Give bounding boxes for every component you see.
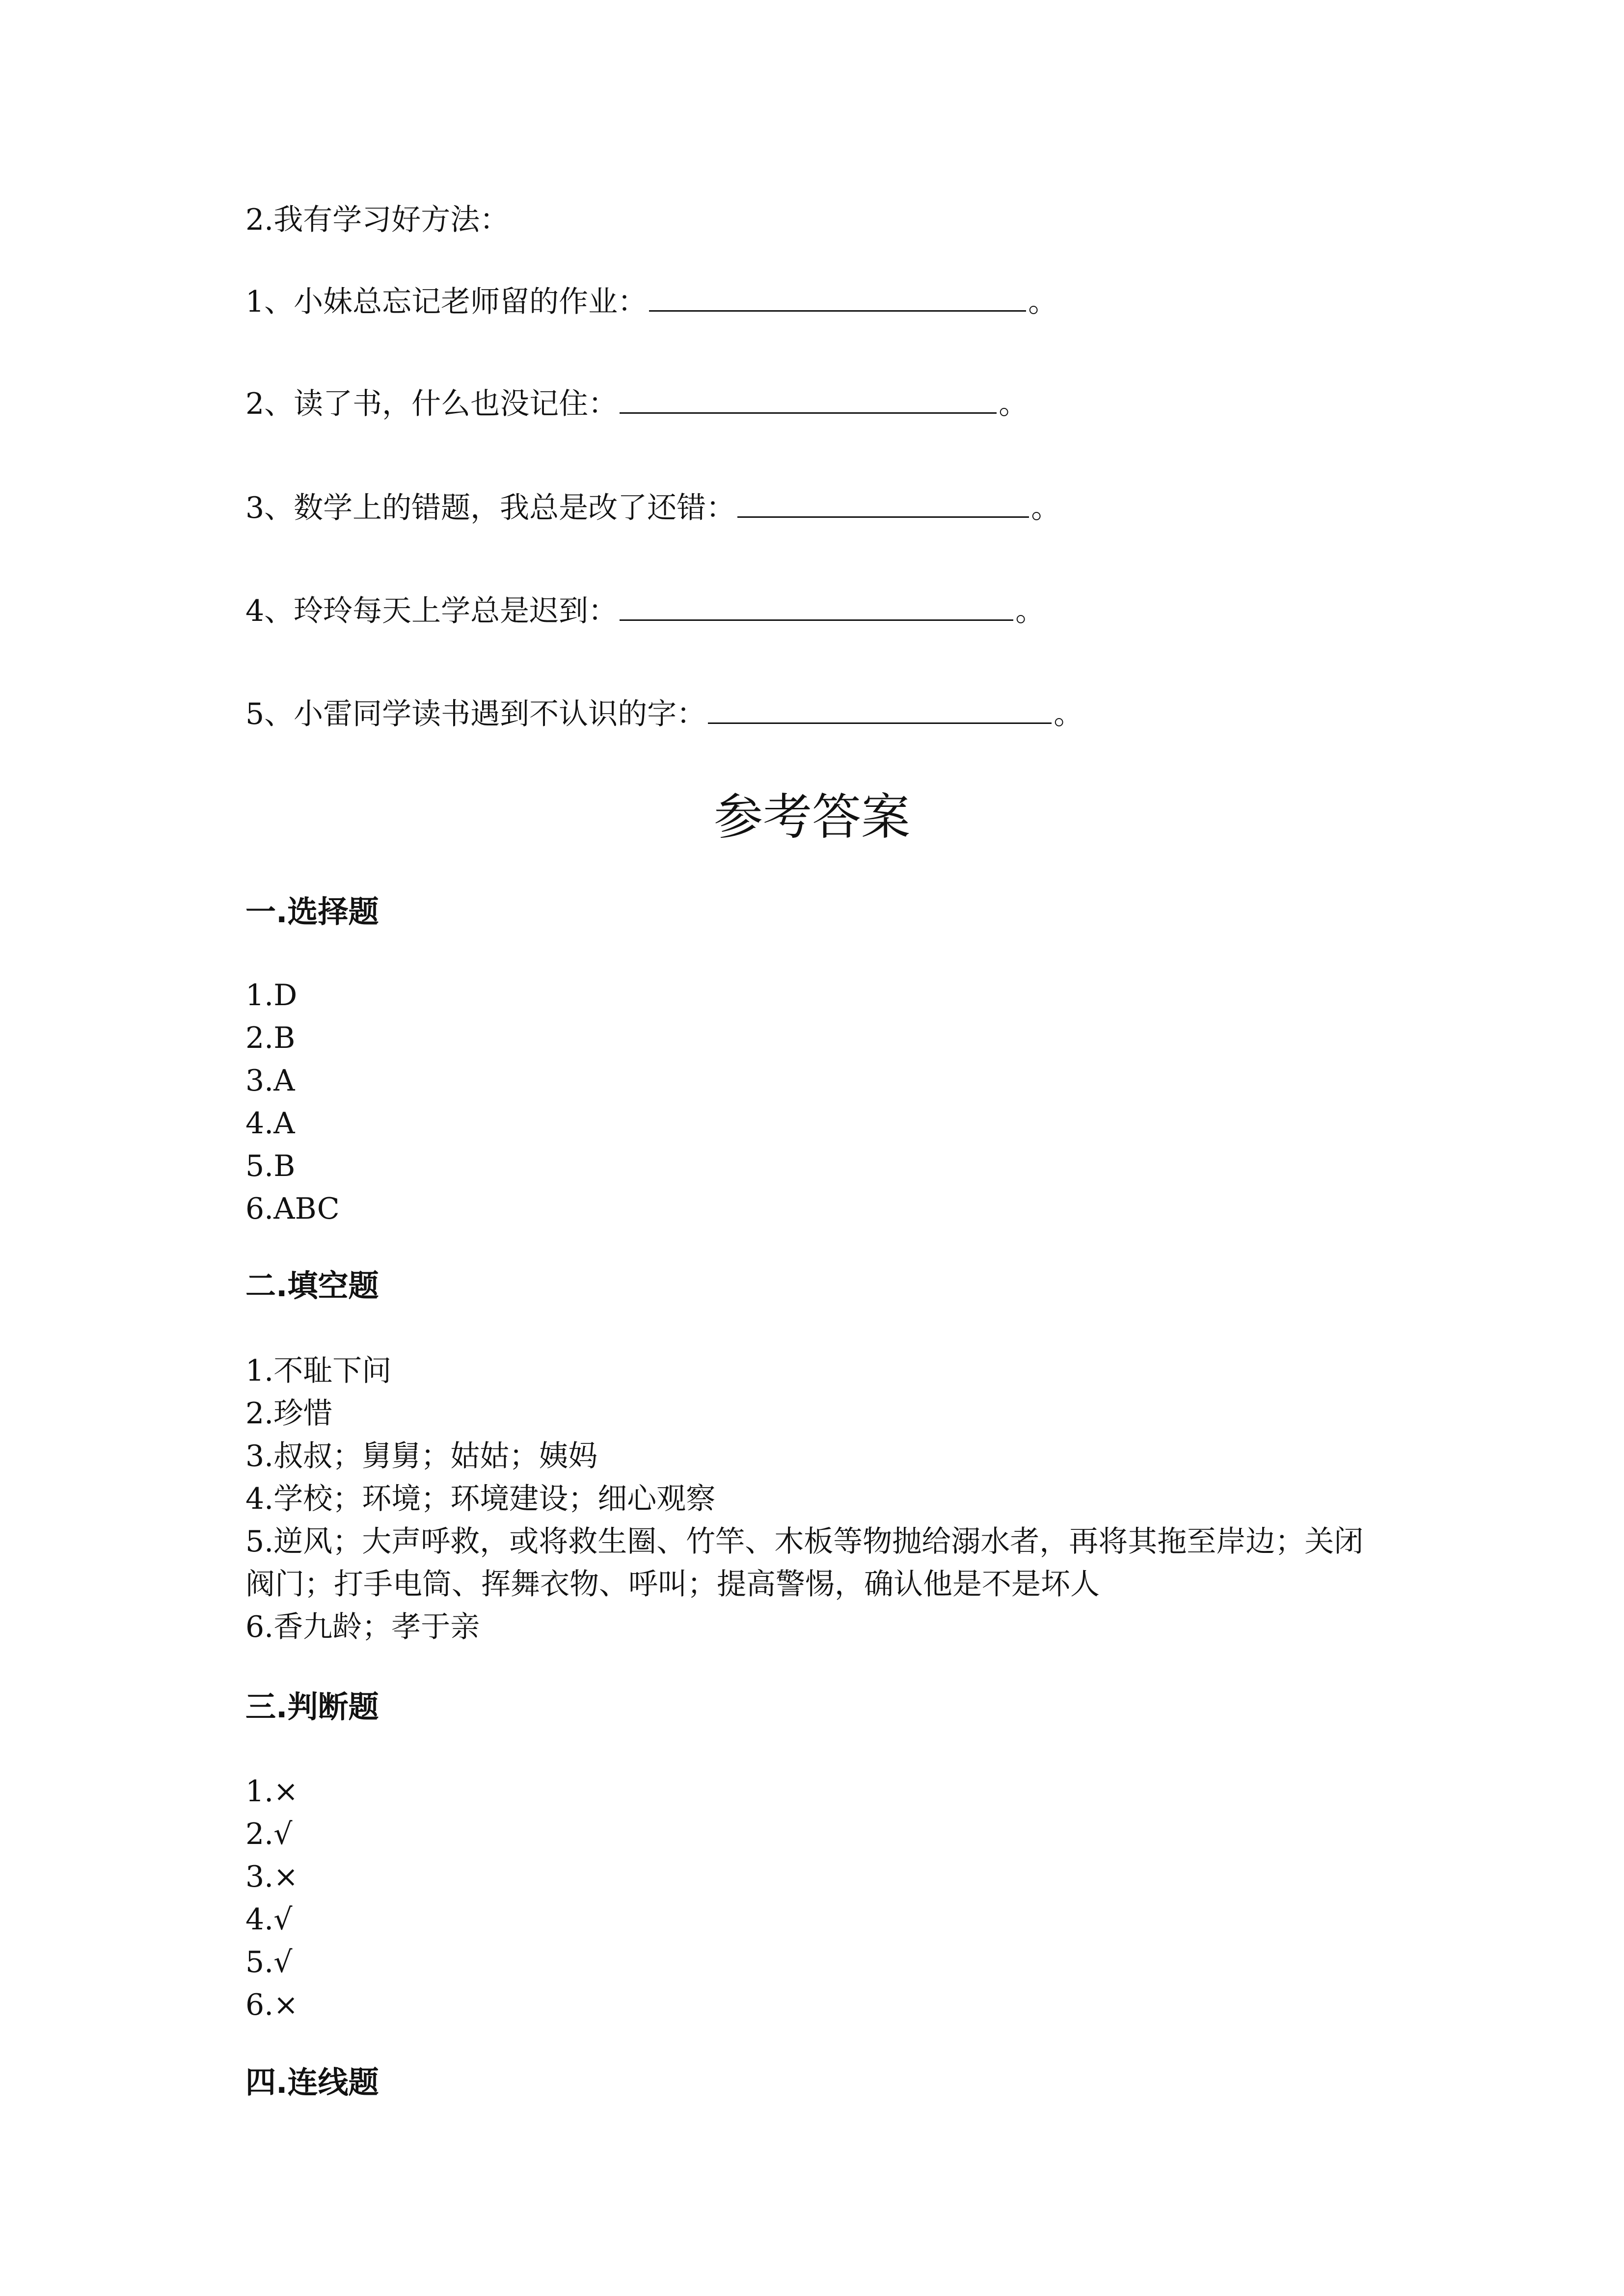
question-text: 2、读了书，什么也没记住： (245, 387, 618, 421)
answer-blank[interactable] (620, 590, 1013, 621)
answer-item: 4.√ (245, 1902, 293, 1937)
question-item (245, 693, 1083, 735)
question-item (245, 590, 1045, 632)
answer-list-fill (245, 1350, 1380, 1649)
answer-item: 3.× (245, 1860, 298, 1894)
answer-item: 1.不耻下问 (245, 1354, 392, 1388)
answer-blank[interactable] (737, 487, 1029, 518)
question-text: 1、小妹总忘记老师留的作业： (245, 285, 648, 319)
answer-item: 6.香九龄；孝于亲 (245, 1610, 480, 1644)
answer-item: 1.D (245, 978, 298, 1013)
answer-item: 3.A (245, 1064, 295, 1098)
question-item (245, 383, 1028, 425)
answer-item: 5.√ (245, 1945, 293, 1979)
answer-item: 5.B (245, 1149, 296, 1183)
answer-item: 2.珍惜 (245, 1396, 333, 1431)
question-text: 5、小雷同学读书遇到不认识的字： (245, 697, 706, 731)
answer-item: 4.A (245, 1106, 295, 1141)
answer-item: 5.逆风；大声呼救，或将救生圈、竹竿、木板等物抛给溺水者，再将其拖至岸边；关闭阀门；打手电筒、挥舞衣物、呼叫；提高警惕，确认他是不是坏人 (245, 1524, 1364, 1602)
question-item (245, 487, 1060, 529)
answer-item: 2.√ (245, 1817, 293, 1851)
section-heading-judge: 三.判断题 (245, 1689, 379, 1725)
answer-item: 1.× (245, 1774, 298, 1809)
answer-item: 6.× (245, 1988, 298, 2022)
section-heading-match: 四.连线题 (245, 2064, 379, 2100)
question-end: 。 (1054, 697, 1083, 731)
question-end: 。 (999, 387, 1029, 421)
answer-blank[interactable] (649, 281, 1026, 312)
answer-item: 2.B (245, 1021, 296, 1055)
answer-key-title: 参考答案 (714, 788, 910, 846)
answer-blank[interactable] (620, 383, 997, 414)
question-end: 。 (1028, 285, 1058, 319)
answer-blank[interactable] (708, 693, 1052, 724)
answer-item: 3.叔叔；舅舅；姑姑；姨妈 (245, 1439, 598, 1473)
answer-list-choice (245, 974, 340, 1230)
question-text: 4、玲玲每天上学总是迟到： (245, 594, 618, 628)
answer-item: 6.ABC (245, 1192, 340, 1226)
answer-list-judge (245, 1770, 298, 2027)
question-item (245, 281, 1057, 323)
question-end: 。 (1015, 594, 1045, 628)
section-heading-choice: 一.选择题 (245, 894, 379, 930)
section-heading-fill: 二.填空题 (245, 1268, 379, 1304)
question-text: 3、数学上的错题，我总是改了还错： (245, 491, 736, 525)
question-end: 。 (1031, 491, 1061, 525)
question-heading: 2.我有学习好方法： (245, 203, 510, 237)
answer-item: 4.学校；环境；环境建设；细心观察 (245, 1482, 716, 1516)
